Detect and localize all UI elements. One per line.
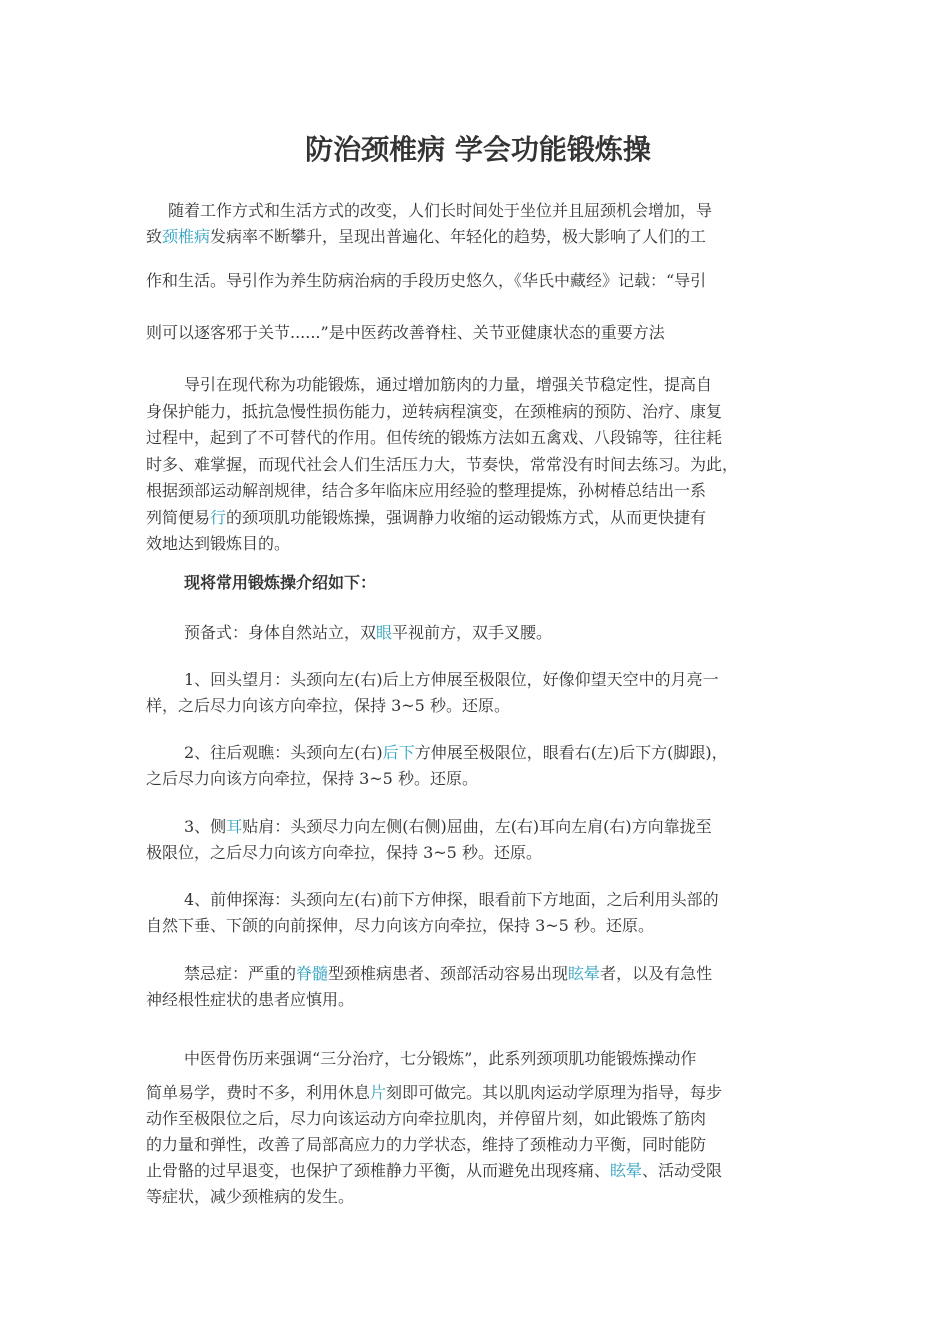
text-line bbox=[146, 814, 810, 840]
text-segment: 随着工作方式和生活方式的改变，人们长时间处于坐位并且屈颈机会增加，导 bbox=[168, 201, 713, 220]
paragraph-preparation bbox=[146, 620, 810, 646]
text-segment: 的力量和弹性，改善了局部高应力的力学状态，维持了颈椎动力平衡，同时能防 bbox=[146, 1135, 707, 1154]
text-segment: 4、前伸探海：头颈向左(右)前下方伸探，眼看前下方地面，之后利用头部的 bbox=[184, 890, 719, 909]
text-line bbox=[146, 224, 810, 250]
text-segment: 禁忌症：严重的 bbox=[184, 964, 297, 983]
page-title: 防治颈椎病 学会功能锻炼操 bbox=[305, 133, 651, 166]
text-line bbox=[146, 667, 810, 693]
text-line bbox=[146, 987, 810, 1013]
text-line bbox=[146, 840, 810, 866]
paragraph-exercise-2 bbox=[146, 740, 810, 792]
text-segment: 动作至极限位之后，尽力向该运动方向牵拉肌肉，并停留片刻，如此锻炼了筋肉 bbox=[146, 1109, 707, 1128]
text-line bbox=[146, 887, 810, 913]
paragraph-contraindications bbox=[146, 961, 810, 1013]
text-segment: 简单易学，费时不多，利用休息 bbox=[146, 1083, 371, 1102]
text-line bbox=[146, 1184, 810, 1210]
text-segment: 作和生活。导引作为养生防病治病的手段历史悠久，《华氏中藏经》记载：“导引 bbox=[146, 271, 707, 290]
text-segment: 2、往后观瞧：头颈向左(右) bbox=[184, 743, 383, 762]
text-line bbox=[184, 620, 810, 646]
text-line bbox=[146, 425, 810, 452]
text-segment: 等症状，减少颈椎病的发生。 bbox=[146, 1187, 355, 1206]
text-segment: 刻即可做完。其以肌肉运动学原理为指导，每步 bbox=[386, 1083, 723, 1102]
text-line: 现将常用锻炼操介绍如下： bbox=[184, 573, 377, 592]
text-segment: 者，以及有急性 bbox=[600, 964, 713, 983]
keyword-link[interactable]: 耳 bbox=[226, 817, 243, 836]
text-segment: 过程中，起到了不可替代的作用。但传统的锻炼方法如五禽戏、八段锦等，往往耗 bbox=[146, 428, 723, 447]
keyword-link[interactable]: 后下 bbox=[382, 743, 415, 762]
text-line bbox=[146, 961, 810, 987]
paragraph-exercise-4 bbox=[146, 887, 810, 939]
text-segment: 效地达到锻炼目的。 bbox=[146, 534, 291, 553]
text-segment: 平视前方，双手叉腰。 bbox=[392, 623, 553, 642]
text-line bbox=[146, 372, 810, 399]
text-segment: 身保护能力，抵抗急慢性损伤能力，逆转病程演变，在颈椎病的预防、治疗、康复 bbox=[146, 401, 723, 421]
text-segment: 的颈项肌功能锻炼操，强调静力收缩的运动锻炼方式，从而更快捷有 bbox=[226, 507, 707, 527]
text-segment: 中医骨伤历来强调“三分治疗，七分锻炼”，此系列颈项肌功能锻炼操动作 bbox=[184, 1049, 697, 1068]
text-segment: 型颈椎病患者、颈部活动容易出现 bbox=[328, 964, 569, 983]
text-segment: 止骨骼的过早退变，也保护了颈椎静力平衡，从而避免出现疼痛、 bbox=[146, 1161, 611, 1180]
keyword-link[interactable]: 脊髓 bbox=[296, 964, 329, 983]
text-segment: 时多、难掌握，而现代社会人们生活压力大，节奏快，常常没有时间去练习。为此， bbox=[146, 454, 739, 474]
text-line bbox=[146, 693, 810, 719]
text-line bbox=[146, 320, 810, 346]
text-line bbox=[146, 505, 810, 532]
section-heading bbox=[146, 570, 810, 596]
text-line bbox=[146, 531, 810, 558]
text-segment: 根据颈部运动解剖规律，结合多年临床应用经验的整理提炼，孙树椿总结出一系 bbox=[146, 481, 707, 500]
text-line bbox=[146, 399, 810, 426]
text-segment: 之后尽力向该方向牵拉，保持 3~5 秒。还原。 bbox=[146, 769, 478, 788]
text-segment: 3、侧 bbox=[184, 817, 227, 836]
text-segment: 导引在现代称为功能锻炼，通过增加筋肉的力量，增强关节稳定性，提高自 bbox=[184, 375, 713, 394]
text-line bbox=[146, 740, 810, 766]
text-segment: 列简便易 bbox=[146, 507, 211, 527]
text-segment: 发病率不断攀升，呈现出普遍化、年轻化的趋势，极大影响了人们的工 bbox=[210, 227, 707, 246]
text-segment: 致 bbox=[146, 227, 163, 246]
keyword-link[interactable]: 眼 bbox=[376, 623, 393, 642]
text-line bbox=[146, 766, 810, 792]
text-segment: 方伸展至极限位，眼看右(左)后下方(脚跟)， bbox=[414, 743, 728, 762]
text-segment: 神经根性症状的患者应慎用。 bbox=[146, 990, 355, 1009]
text-line bbox=[146, 1046, 810, 1072]
text-segment: 、活动受限 bbox=[642, 1161, 723, 1180]
keyword-link[interactable]: 行 bbox=[210, 507, 227, 527]
keyword-link[interactable]: 颈椎病 bbox=[162, 227, 211, 246]
paragraph-conclusion bbox=[146, 1046, 810, 1210]
paragraph-exercise-3 bbox=[146, 814, 810, 866]
text-line bbox=[146, 1132, 810, 1158]
text-segment: 极限位，之后尽力向该方向牵拉，保持 3~5 秒。还原。 bbox=[146, 843, 542, 862]
text-line bbox=[146, 268, 810, 294]
text-segment: 则可以逐客邪于关节......”是中医药改善脊柱、关节亚健康状态的重要方法 bbox=[146, 323, 665, 342]
paragraph-function-exercise bbox=[146, 372, 810, 558]
keyword-link[interactable]: 片 bbox=[370, 1083, 387, 1102]
paragraph-exercise-1 bbox=[146, 667, 810, 719]
text-line bbox=[146, 1106, 810, 1132]
text-segment: 预备式：身体自然站立，双 bbox=[184, 623, 377, 642]
text-segment: 贴肩：头颈尽力向左侧(右侧)屈曲，左(右)耳向左肩(右)方向靠拢至 bbox=[242, 817, 712, 836]
text-line bbox=[146, 1158, 810, 1184]
text-line bbox=[146, 452, 810, 479]
text-line bbox=[146, 478, 810, 505]
paragraph-intro bbox=[146, 198, 810, 346]
text-segment: 自然下垂、下颌的向前探伸，尽力向该方向牵拉，保持 3~5 秒。还原。 bbox=[146, 916, 654, 935]
text-segment: 1、回头望月：头颈向左(右)后上方伸展至极限位，好像仰望天空中的月亮一 bbox=[184, 670, 719, 689]
text-line bbox=[146, 913, 810, 939]
text-segment: 样，之后尽力向该方向牵拉，保持 3~5 秒。还原。 bbox=[146, 696, 510, 715]
text-line bbox=[146, 198, 810, 224]
keyword-link[interactable]: 眩晕 bbox=[610, 1161, 643, 1180]
text-line bbox=[146, 1080, 810, 1106]
keyword-link[interactable]: 眩晕 bbox=[568, 964, 601, 983]
